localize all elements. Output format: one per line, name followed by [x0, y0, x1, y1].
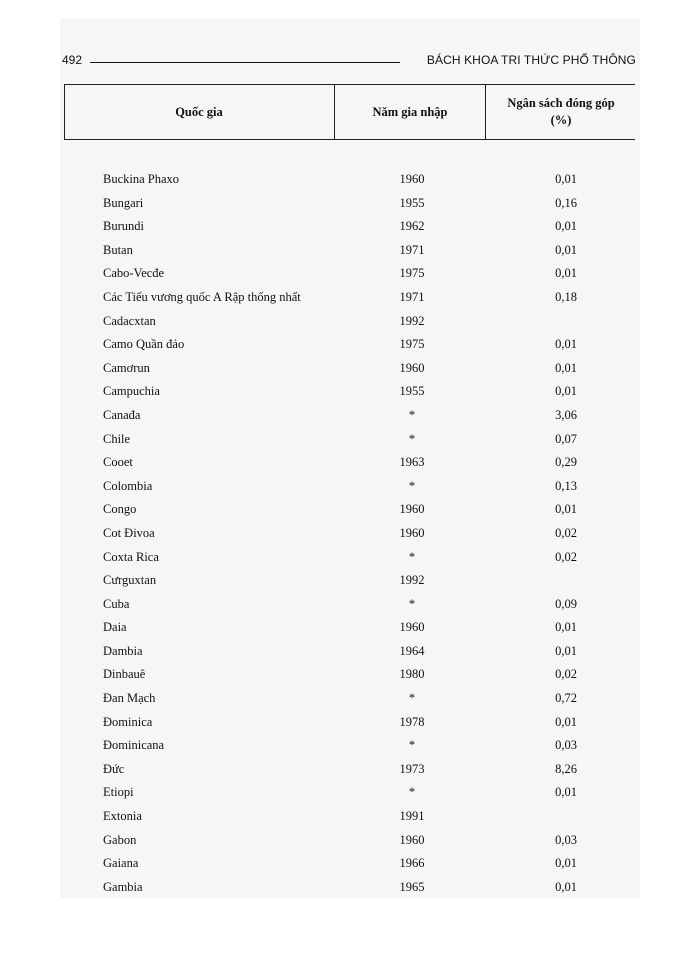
- country-cell: Đan Mạch: [103, 691, 156, 706]
- year-cell: 1992: [399, 313, 425, 328]
- year-cell: 1978: [399, 714, 425, 729]
- table-row: [0, 620, 683, 644]
- year-cell: *: [408, 407, 416, 422]
- country-cell: Colombia: [103, 478, 153, 493]
- country-cell: Cooet: [103, 455, 133, 470]
- year-cell: 1991: [399, 809, 425, 824]
- budget-cell: 0,16: [555, 195, 577, 210]
- year-cell: 1955: [399, 195, 425, 210]
- column-header-budget-line1: Ngân sách đóng góp: [507, 96, 615, 110]
- country-cell: Bungari: [103, 195, 144, 210]
- table-row: [0, 691, 683, 715]
- budget-cell: 0,01: [555, 856, 577, 871]
- budget-cell: 0,72: [555, 691, 577, 706]
- country-cell: Cabo-Vecđe: [103, 266, 165, 281]
- year-cell: *: [408, 691, 416, 706]
- table-row: [0, 526, 683, 550]
- table-row: [0, 644, 683, 668]
- table-row: [0, 762, 683, 786]
- table-row: [0, 738, 683, 762]
- header-rule: [90, 62, 400, 63]
- table-row: [0, 715, 683, 739]
- budget-cell: 0,01: [555, 384, 577, 399]
- table-row: [0, 219, 683, 243]
- country-cell: Cưrguxtan: [103, 573, 157, 588]
- year-cell: *: [408, 431, 416, 446]
- year-cell: 1960: [399, 525, 425, 540]
- year-cell: 1960: [399, 172, 425, 186]
- country-cell: Dambia: [103, 643, 143, 658]
- budget-cell: 0,09: [555, 596, 577, 611]
- country-cell: Camo Quần đảo: [103, 337, 185, 352]
- country-cell: Các Tiểu vương quốc A Rập thống nhất: [103, 289, 301, 304]
- year-cell: *: [408, 478, 416, 493]
- country-cell: Đominicana: [103, 738, 165, 753]
- table-body: [0, 172, 683, 903]
- country-cell: Daia: [103, 620, 127, 635]
- country-cell: Burundi: [103, 219, 144, 234]
- year-cell: 1975: [399, 266, 425, 281]
- budget-cell: 0,13: [555, 478, 577, 493]
- budget-cell: 0,02: [555, 549, 577, 564]
- year-cell: 1960: [399, 502, 425, 517]
- budget-cell: 0,01: [555, 337, 577, 352]
- country-cell: Gaiana: [103, 856, 139, 871]
- budget-cell: 0,07: [555, 431, 577, 446]
- table-row: [0, 597, 683, 621]
- country-cell: Cuba: [103, 596, 130, 611]
- country-cell: Đức: [103, 761, 125, 776]
- table-row: [0, 290, 683, 314]
- column-header-budget-line2: (%): [550, 113, 572, 127]
- budget-cell: 0,01: [555, 172, 577, 186]
- country-cell: Coxta Rica: [103, 549, 159, 564]
- table-row: [0, 502, 683, 526]
- country-cell: Buckina Phaxo: [103, 172, 180, 186]
- budget-cell: 0,01: [555, 714, 577, 729]
- table-row: [0, 408, 683, 432]
- table-row: [0, 172, 683, 196]
- year-cell: *: [408, 549, 416, 564]
- budget-cell: 0,01: [555, 785, 577, 800]
- table-row: [0, 880, 683, 904]
- table-row: [0, 432, 683, 456]
- year-cell: 1992: [399, 573, 425, 588]
- table-row: [0, 856, 683, 880]
- running-header: [62, 53, 636, 71]
- country-cell: Dinbauê: [103, 667, 146, 682]
- country-cell: Campuchia: [103, 384, 160, 399]
- table-row: [0, 337, 683, 361]
- budget-cell: 0,01: [555, 242, 577, 257]
- year-cell: 1975: [399, 337, 425, 352]
- table-row: [0, 196, 683, 220]
- country-cell: Gabon: [103, 832, 137, 847]
- country-cell: Chile: [103, 431, 131, 446]
- budget-cell: 0,01: [555, 502, 577, 517]
- country-cell: Cadacxtan: [103, 313, 156, 328]
- budget-cell: 0,01: [555, 360, 577, 375]
- table-row: [0, 833, 683, 857]
- budget-cell: 0,02: [555, 667, 577, 682]
- year-cell: 1980: [399, 667, 425, 682]
- table-row: [0, 314, 683, 338]
- year-cell: *: [408, 596, 416, 611]
- budget-cell: 0,01: [555, 879, 577, 894]
- budget-cell: 0,02: [555, 525, 577, 540]
- budget-cell: 8,26: [555, 761, 577, 776]
- budget-cell: 3,06: [555, 407, 577, 422]
- budget-cell: 0,01: [555, 643, 577, 658]
- column-header-budget: [485, 85, 636, 139]
- country-cell: Cot Đivoa: [103, 525, 155, 540]
- table-row: [0, 479, 683, 503]
- year-cell: *: [408, 738, 416, 753]
- budget-cell: 0,01: [555, 620, 577, 635]
- country-cell: Etiopi: [103, 785, 134, 800]
- book-title: BÁCH KHOA TRI THỨC PHỔ THÔNG: [426, 53, 636, 67]
- year-cell: *: [408, 785, 416, 800]
- page-number: 492: [62, 53, 83, 67]
- budget-cell: 0,03: [555, 738, 577, 753]
- year-cell: 1960: [399, 360, 425, 375]
- country-cell: Butan: [103, 242, 133, 257]
- year-cell: 1965: [399, 879, 425, 894]
- year-cell: 1960: [399, 832, 425, 847]
- country-cell: Congo: [103, 502, 137, 517]
- table-row: [0, 243, 683, 267]
- year-cell: 1973: [399, 761, 425, 776]
- budget-cell: 0,18: [555, 289, 577, 304]
- country-cell: Gambia: [103, 879, 143, 894]
- table-row: [0, 809, 683, 833]
- budget-cell: 0,03: [555, 832, 577, 847]
- year-cell: 1964: [399, 643, 425, 658]
- year-cell: 1962: [399, 219, 425, 234]
- column-header-country: Quốc gia: [175, 104, 223, 119]
- table-row: [0, 667, 683, 691]
- table-row: [0, 361, 683, 385]
- budget-cell: 0,01: [555, 219, 577, 234]
- country-cell: Canađa: [103, 407, 141, 422]
- table-row: [0, 455, 683, 479]
- year-cell: 1966: [399, 856, 425, 871]
- table-row: [0, 266, 683, 290]
- country-cell: Camơrun: [103, 360, 150, 375]
- table-row: [0, 785, 683, 809]
- budget-cell: 0,01: [555, 266, 577, 281]
- table-header: [64, 84, 635, 140]
- year-cell: 1963: [399, 455, 425, 470]
- table-row: [0, 384, 683, 408]
- year-cell: 1960: [399, 620, 425, 635]
- table-row: [0, 573, 683, 597]
- country-cell: Extonia: [103, 809, 142, 824]
- year-cell: 1955: [399, 384, 425, 399]
- year-cell: 1971: [399, 242, 425, 257]
- year-cell: 1971: [399, 289, 425, 304]
- country-cell: Đominica: [103, 714, 153, 729]
- table-row: [0, 550, 683, 574]
- budget-cell: 0,29: [555, 455, 577, 470]
- column-header-year: Năm gia nhập: [334, 85, 485, 139]
